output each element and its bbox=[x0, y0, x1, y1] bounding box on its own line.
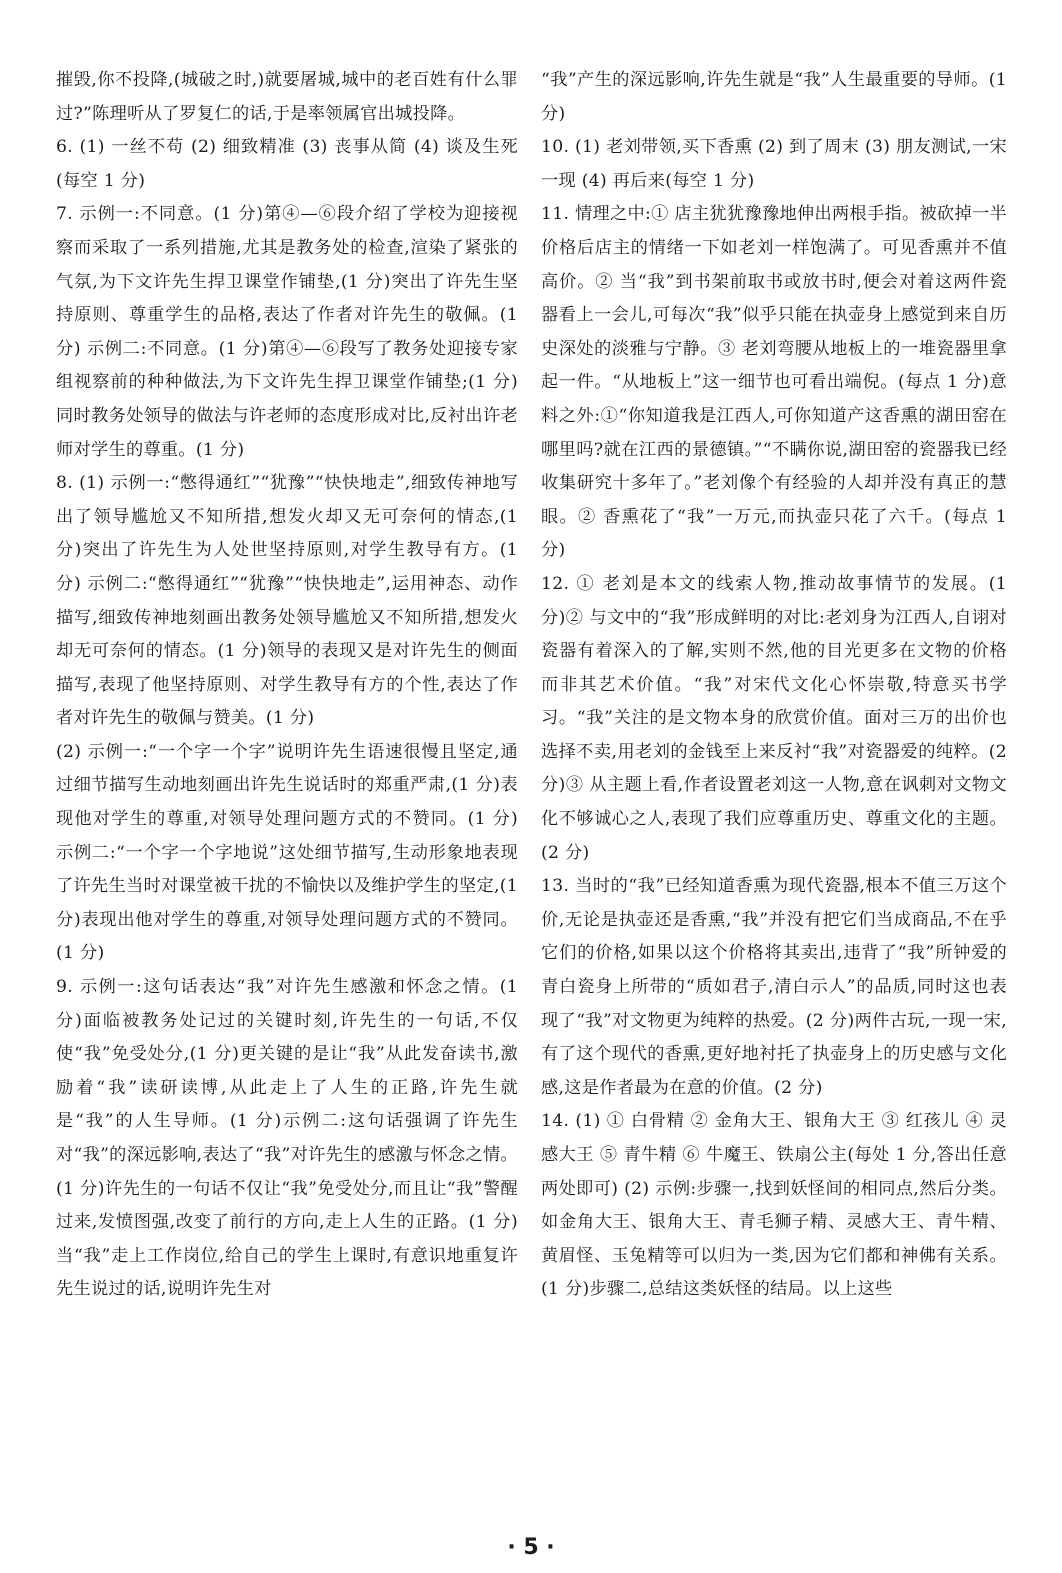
answer-paragraph: 摧毁,你不投降,(城破之时,)就要屠城,城中的老百姓有什么罪过?”陈理听从了罗复仁的话,于是率领属官出城投降。 bbox=[56, 70, 518, 124]
answer-9-continued: “我”产生的深远影响,许先生就是“我”人生最重要的导师。(1 分) bbox=[541, 70, 1007, 124]
answer-7: 7. 示例一:不同意。(1 分)第④—⑥段介绍了学校为迎接视察而采取了一系列措施,尤其是教务处的检查,渲染了紧张的气氛,为下文许先生捍卫课堂作铺垫,(1 分)突出了许先生坚持原则、尊重学生的品格,表达了作者对许先生的敬佩。(1 分) 示例二:不同意。(1 分)第④—⑥段写了教务处迎接专家组视察前的种种做法,为下文许先生捍卫课堂作铺垫;(1 分)同时教务处领导的做法与许老师的态度形成对比,反衬出许老师对学生的尊重。(1 分) bbox=[56, 204, 518, 460]
answer-6: 6. (1) 一丝不苟 (2) 细致精准 (3) 丧事从简 (4) 谈及生死(每空 1 分) bbox=[56, 137, 518, 191]
answer-9: 9. 示例一:这句话表达“我”对许先生感激和怀念之情。(1 分)面临被教务处记过的关键时刻,许先生的一句话,不仅使“我”免受处分,(1 分)更关键的是让“我”从此发奋读书,激励着“我”读研读博,从此走上了人生的正路,许先生就是“我”的人生导师。(1 分)示例二:这句话强调了许先生对“我”的深远影响,表达了“我”对许先生的感激与怀念之情。(1 分)许先生的一句话不仅让“我”免受处分,而且让“我”警醒过来,发愤图强,改变了前行的方向,走上人生的正路。(1 分)当“我”走上工作岗位,给自己的学生上课时,有意识地重复许先生说过的话,说明许先生对 bbox=[56, 977, 518, 1300]
answer-8-1: 8. (1) 示例一:“憋得通红”“犹豫”“快快地走”,细致传神地写出了领导尴尬又不知所措,想发火却又无可奈何的情态,(1 分)突出了许先生为人处世坚持原则,对学生教导有方。(1 分) 示例二:“憋得通红”“犹豫”“快快地走”,运用神态、动作描写,细致传神地刻画出教务处领导尴尬又不知所措,想发火却无可奈何的情态。(1 分)领导的表现又是对许先生的侧面描写,表现了他坚持原则、对学生教导有方的个性,表达了作者对许先生的敬佩与赞美。(1 分) bbox=[56, 473, 518, 729]
answer-8-2: (2) 示例一:“一个字一个字”说明许先生语速很慢且坚定,通过细节描写生动地刻画出许先生说话时的郑重严肃,(1 分)表现他对学生的尊重,对领导处理问题方式的不赞同。(1 分) 示例二:“一个字一个字地说”这处细节描写,生动形象地表现了许先生当时对课堂被干扰的不愉快以及维护学生的坚定,(1 分)表现出他对学生的尊重,对领导处理问题方式的不赞同。(1 分) bbox=[56, 741, 518, 964]
answer-14: 14. (1) ① 白骨精 ② 金角大王、银角大王 ③ 红孩儿 ④ 灵感大王 ⑤ 青牛精 ⑥ 牛魔王、铁扇公主(每处 1 分,答出任意两处即可) (2) 示例:步骤一,找到妖怪间的相同点,然后分类。如金角大王、银角大王、青毛狮子精、灵感大王、青牛精、黄眉怪、玉兔精等可以归为一类,因为它们都和神佛有关系。(1 分)步骤二,总结这类妖怪的结局。以上这些 bbox=[541, 1111, 1007, 1300]
answer-11: 11. 情理之中:① 店主犹犹豫豫地伸出两根手指。被砍掉一半价格后店主的情绪一下如老刘一样饱满了。可见香熏并不值高价。② 当“我”到书架前取书或放书时,便会对着这两件瓷器看上一会儿,可每次“我”似乎只能在执壶身上感觉到来自历史深处的淡雅与宁静。③ 老刘弯腰从地板上的一堆瓷器里拿起一件。“从地板上”这一细节也可看出端倪。(每点 1 分)意料之外:①“你知道我是江西人,可你知道产这香熏的湖田窑在哪里吗?就在江西的景德镇。”“不瞒你说,湖田窑的瓷器我已经收集研究十多年了。”老刘像个有经验的人却并没有真正的慧眼。② 香熏花了“我”一万元,而执壶只花了六千。(每点 1 分) bbox=[541, 204, 1007, 561]
page-number: · 5 · bbox=[507, 1535, 555, 1560]
answer-12: 12. ① 老刘是本文的线索人物,推动故事情节的发展。(1 分)② 与文中的“我”形成鲜明的对比:老刘身为江西人,自诩对瓷器有着深入的了解,实则不然,他的目光更多在文物的价格而非其艺术价值。“我”对宋代文化心怀崇敬,特意买书学习。“我”关注的是文物本身的欣赏价值。面对三万的出价也选择不卖,用老刘的金钱至上来反衬“我”对瓷器爱的纯粹。(2 分)③ 从主题上看,作者设置老刘这一人物,意在讽刺对文物文化不够诚心之人,表现了我们应尊重历史、尊重文化的主题。(2 分) bbox=[541, 573, 1007, 863]
right-column bbox=[541, 64, 1007, 1307]
answer-10: 10. (1) 老刘带领,买下香熏 (2) 到了周末 (3) 朋友测试,一宋一现 (4) 再后来(每空 1 分) bbox=[541, 137, 1007, 191]
left-column bbox=[56, 64, 518, 1307]
answer-13: 13. 当时的“我”已经知道香熏为现代瓷器,根本不值三万这个价,无论是执壶还是香熏,“我”并没有把它们当成商品,不在乎它们的价格,如果以这个价格将其卖出,违背了“我”所钟爱的青白瓷身上所带的“质如君子,清白示人”的品质,同时这也表现了“我”对文物更为纯粹的热爱。(2 分)两件古玩,一现一宋,有了这个现代的香熏,更好地衬托了执壶身上的历史感与文化感,这是作者最为在意的价值。(2 分) bbox=[541, 876, 1007, 1098]
